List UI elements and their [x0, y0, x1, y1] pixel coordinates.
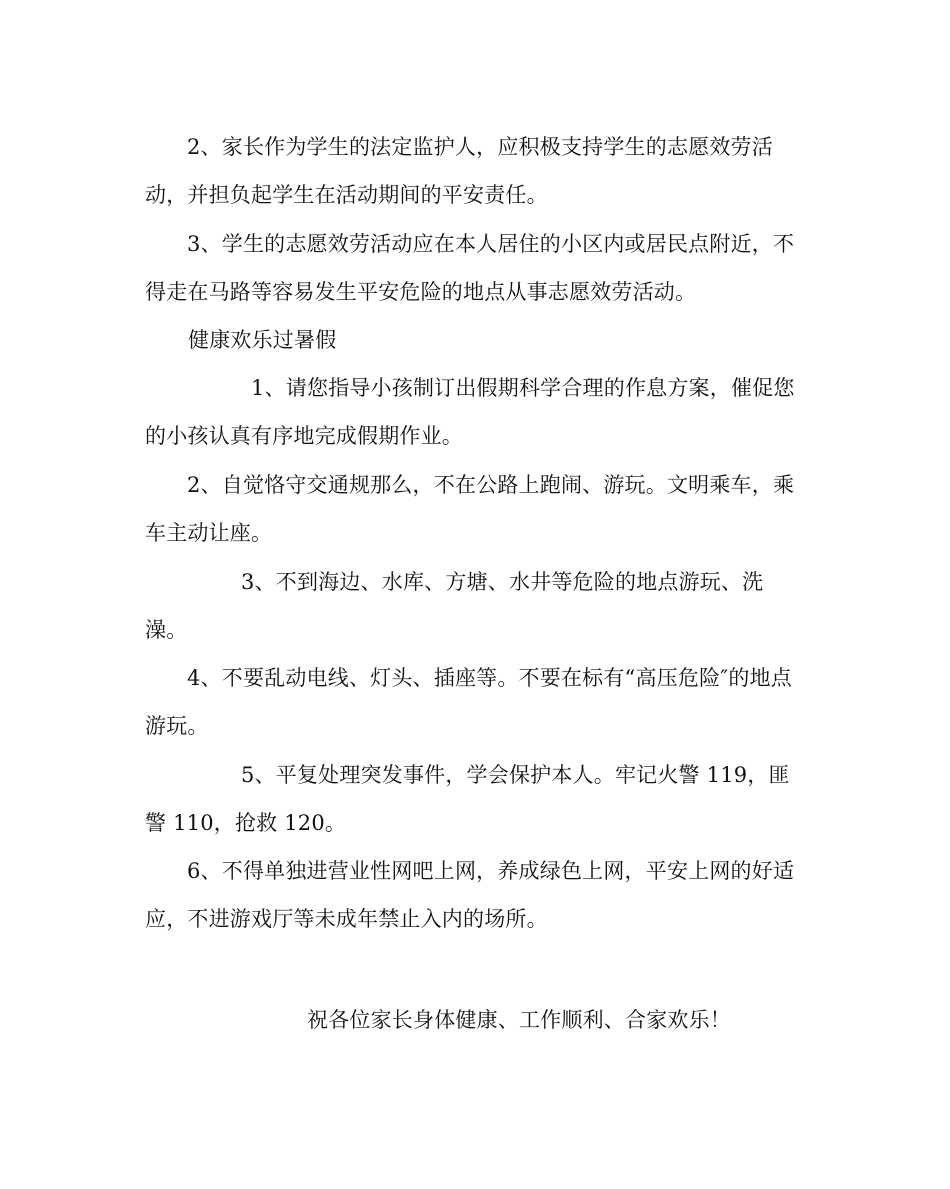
- paragraph-traffic-rules: 2、自觉恪守交通规那么，不在公路上跑闹、游玩。文明乘车，乘车主动让座。: [145, 473, 795, 545]
- paragraph-internet-safety: 6、不得单独进营业性网吧上网，养成绿色上网，平安上网的好适应，不进游戏厅等未成年禁止入内的场所。: [145, 859, 795, 931]
- paragraph-electric-safety: 4、不要乱动电线、灯头、插座等。不要在标有“高压危险″的地点游玩。: [145, 666, 792, 738]
- paragraph-study-plan: 1、请您指导小孩制订出假期科学合理的作息方案，催促您的小孩认真有序地完成假期作业。: [145, 376, 795, 448]
- paragraph-parent-guardian: 2、家长作为学生的法定监护人，应积极支持学生的志愿效劳活动，并担负起学生在活动期间的平安责任。: [145, 135, 773, 207]
- paragraph-volunteer-location: 3、学生的志愿效劳活动应在本人居住的小区内或居民点附近，不得走在马路等容易发生平安危险的地点从事志愿效劳活动。: [145, 232, 795, 304]
- closing-greeting: 祝各位家长身体健康、工作顺利、合家欢乐！: [307, 1008, 731, 1032]
- paragraph-water-safety: 3、不到海边、水库、方塘、水井等危险的地点游玩、洗澡。: [145, 570, 764, 642]
- paragraph-emergency-numbers: 5、平复处理突发事件，学会保护本人。牢记火警 119，匪警 110，抢救 120。: [145, 763, 790, 835]
- section-heading-summer: 健康欢乐过暑假: [188, 328, 337, 352]
